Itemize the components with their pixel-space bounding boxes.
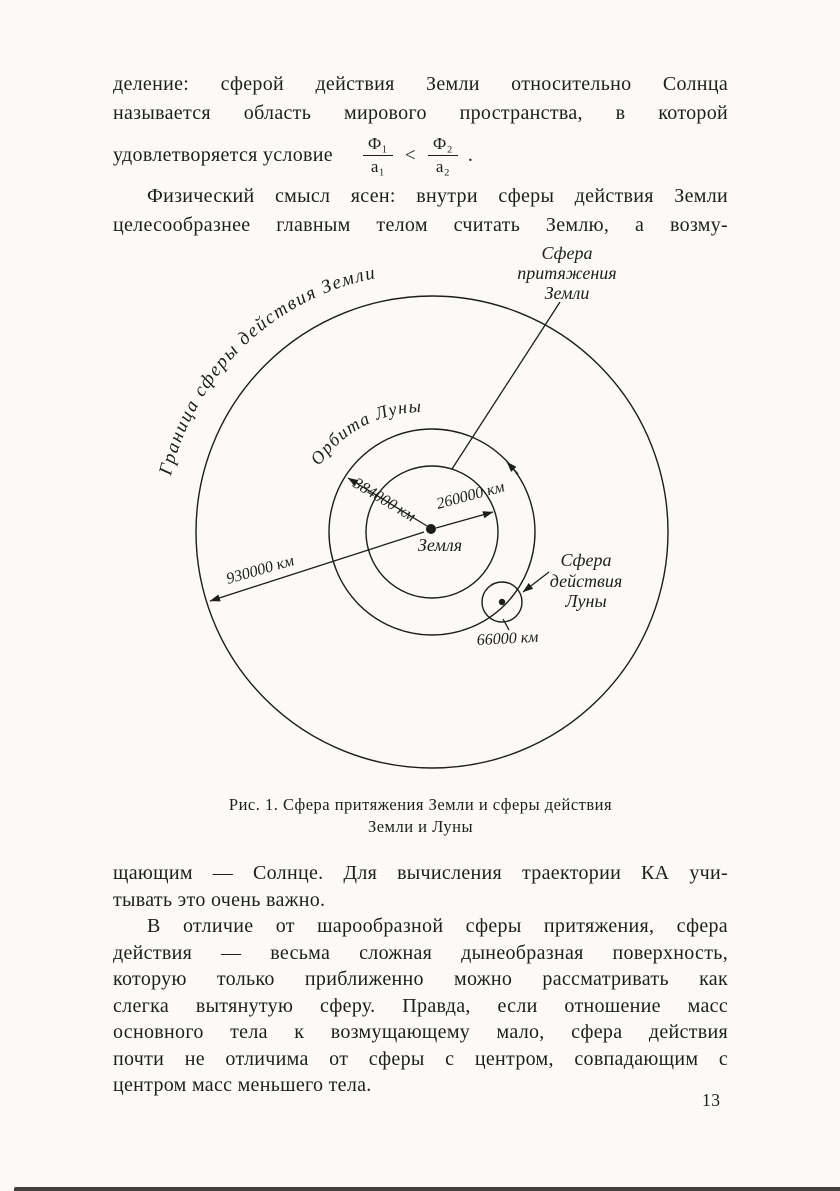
distance-384000-label: 384000 км <box>349 474 419 526</box>
formula-period: . <box>467 143 474 166</box>
fraction-1-denominator: a₁ <box>370 156 385 176</box>
formula-line <box>113 128 728 182</box>
formula-prefix: удовлетворяется условие <box>113 143 333 166</box>
fraction-2 <box>428 134 458 175</box>
less-than-sign: < <box>404 144 416 166</box>
fraction-2-numerator: Ф₂ <box>428 134 458 155</box>
moon-dot <box>499 599 505 605</box>
text-line: В отличие от шарообразной сферы притяжения, сфера <box>147 915 728 937</box>
figure-caption <box>113 794 728 838</box>
text-line: центром масс меньшего тела. <box>113 1074 372 1096</box>
earth-label: Земля <box>417 535 463 555</box>
moon-sphere-label-line2: действия <box>549 571 623 591</box>
moon-sphere-label-line1: Сфера <box>560 550 612 570</box>
text-line: целесообразнее главным телом считать Землю, а возму- <box>113 214 728 236</box>
moon-sphere-label-line3: Луны <box>565 591 607 611</box>
bottom-paragraph <box>113 860 728 1099</box>
caption-line1: Рис. 1. Сфера притяжения Земли и сферы действия <box>228 795 613 814</box>
fraction-1-numerator: Ф₁ <box>363 134 393 155</box>
text-line: деление: сферой действия Земли относительно Солнца <box>113 73 728 95</box>
caption-line2: Земли и Луны <box>367 817 474 836</box>
figure-1-diagram <box>0 230 840 800</box>
text-line: слегка вытянутую сферу. Правда, если отношение масс <box>113 994 728 1017</box>
moon-orbit-arc-label: Орбита Луны <box>306 395 423 469</box>
page-number: 13 <box>702 1090 721 1110</box>
arrow-moon-sphere-pointer <box>523 572 549 592</box>
text-line: называется область мирового пространства, в которой <box>113 102 728 124</box>
top-paragraph <box>113 70 728 240</box>
text-line: которую только приближенно можно рассматривать как <box>113 968 728 990</box>
attraction-label-pointer <box>452 302 560 469</box>
arrow-attraction-radius <box>436 512 493 528</box>
text-line: почти не отличима от сферы с центром, совпадающим с <box>113 1047 728 1070</box>
text-line: щающим — Солнце. Для вычисления траектории КА учи- <box>113 862 728 884</box>
attraction-label-line3: Земли <box>544 283 590 303</box>
earth-dot <box>426 524 436 534</box>
orbit-direction-arrow <box>507 462 518 474</box>
distance-930000-label: 930000 км <box>224 552 297 588</box>
text-line: действия — весьма сложная дынеобразная поверхность, <box>113 941 728 964</box>
attraction-label-line2: притяжения <box>517 263 617 283</box>
distance-260000-label: 260000 км <box>434 478 507 513</box>
fraction-1 <box>363 134 393 175</box>
text-line: Физический смысл ясен: внутри сферы действия Земли <box>147 185 728 207</box>
distance-66000-label: 66000 км <box>476 628 539 649</box>
attraction-label-line1: Сфера <box>541 243 593 263</box>
scan-edge-artifact <box>14 1187 840 1191</box>
boundary-arc-label: Граница сферы действия Земли <box>155 262 379 478</box>
fraction-2-denominator: a₂ <box>435 156 450 176</box>
text-line: тывать это очень важно. <box>113 888 326 911</box>
text-line: основного тела к возмущающему мало, сфера действия <box>113 1021 728 1043</box>
